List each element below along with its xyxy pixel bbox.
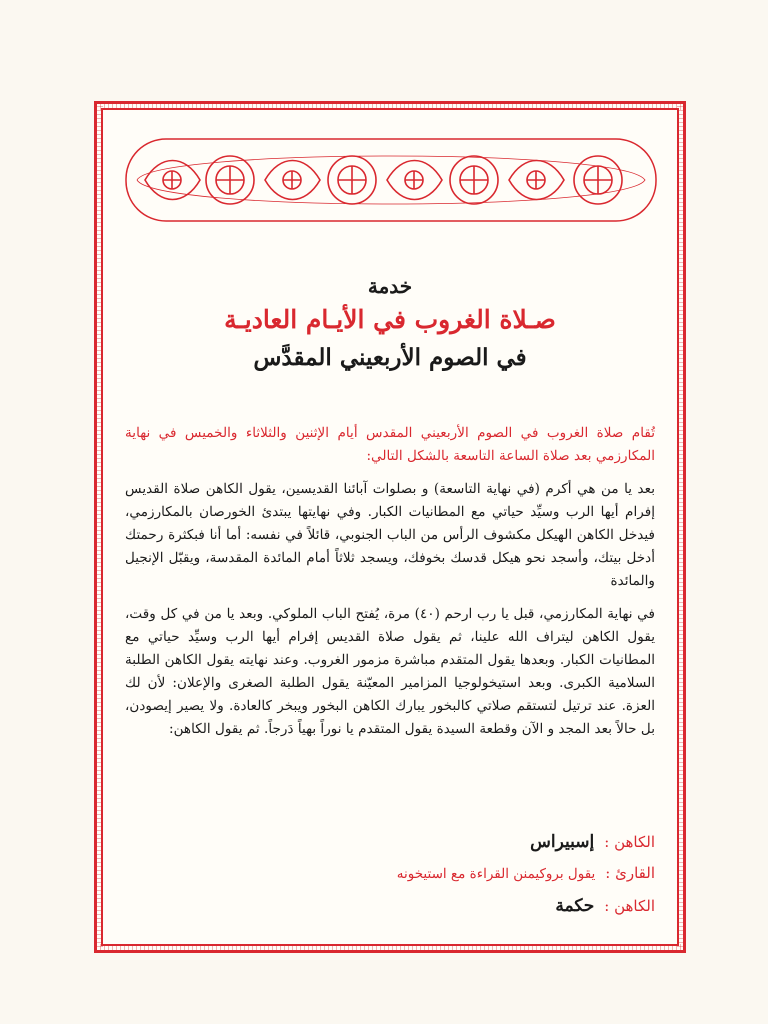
cross-ornament [328, 156, 376, 204]
season-title: في الصوم الأربعيني المقدَّس [253, 344, 527, 371]
speaker-line: حكمة [555, 896, 595, 916]
paragraph-intro: تُقام صلاة الغروب في الصوم الأربعيني المقدس أيام الإثنين والثلاثاء والخميس في نهاية المكارزمي بعد صلاة الساعة التاسعة بالشكل التالي: [125, 425, 655, 464]
cross-ornament [145, 161, 200, 200]
rubric-text [125, 422, 655, 751]
dialogue-row [185, 832, 655, 864]
cross-ornament [265, 161, 320, 200]
dialogue-block [185, 832, 655, 928]
cross-ornament [574, 156, 622, 204]
cross-ornament [387, 161, 442, 200]
dialogue-row [185, 864, 655, 896]
speaker-role: الكاهن : [604, 833, 655, 851]
page-frame [94, 101, 686, 953]
speaker-role: الكاهن : [604, 897, 655, 915]
service-subtitle: صـلاة الغروب في الأيـام العاديـة [224, 305, 556, 334]
speaker-line: يقول بروكيمنن القراءة مع استيخونه [396, 866, 596, 882]
paragraph-rubric-2: في نهاية المكارزمي، قبل يا رب ارحم (٤٠) مرة، يُفتح الباب الملوكي. وبعد يا من في كل وقت، يقول الكاهن ليتراف الله علينا، ثم يقول صلاة القديس إفرام أيها الرب وسيِّد حياتي مع المطانيات الكبار. وبعدها يقول المتقدم مباشرة مزمور الغروب. وعند نهايته يقول الكاهن الطلبة السلامية الكبرى. وبعد استيخولوجيا المزامير المعيّنة يقول الطلبة الصغرى والإعلان: لأن لك العزة. عند ترتيل لتستقم صلاتي كالبخور يبارك الكاهن البخور ويبخر كالعادة. ولا يصير إيصودن، بل حالاً بعد المجد و الآن وقطعة السيدة يقول المتقدم يا نوراً بهياً دَرجاً. ثم يقول الكاهن: [125, 606, 655, 737]
dialogue-row [185, 896, 655, 928]
cross-ornament [206, 156, 254, 204]
title-block [97, 272, 683, 376]
service-title: خدمة [367, 274, 413, 298]
ornamental-header-band [125, 138, 657, 222]
paragraph-rubric-1: بعد يا من هي أكرم (في نهاية التاسعة) و بصلوات آبائنا القديسين، يقول الكاهن صلاة القديس إفرام أيها الرب وسيِّد حياتي مع المطانيات الكبار. وفي نهايتها يبتدئ الخورصان بالمكارزمي، فيدخل الكاهن الهيكل مكشوف الرأس من الباب الجنوبي، قائلاً في نفسه: أما أنا فبكثرة رحمتك أدخل بيتك، وأسجد نحو هيكل قدسك بخوفك، ويسجد ثلاثاً أمام المائدة المقدسة، ويقبّل الإنجيل والمائدة [125, 481, 655, 589]
cross-ornament [450, 156, 498, 204]
speaker-role: القارئ : [605, 864, 655, 882]
cross-ornament [509, 161, 564, 200]
speaker-line: إسبيراس [530, 832, 595, 852]
